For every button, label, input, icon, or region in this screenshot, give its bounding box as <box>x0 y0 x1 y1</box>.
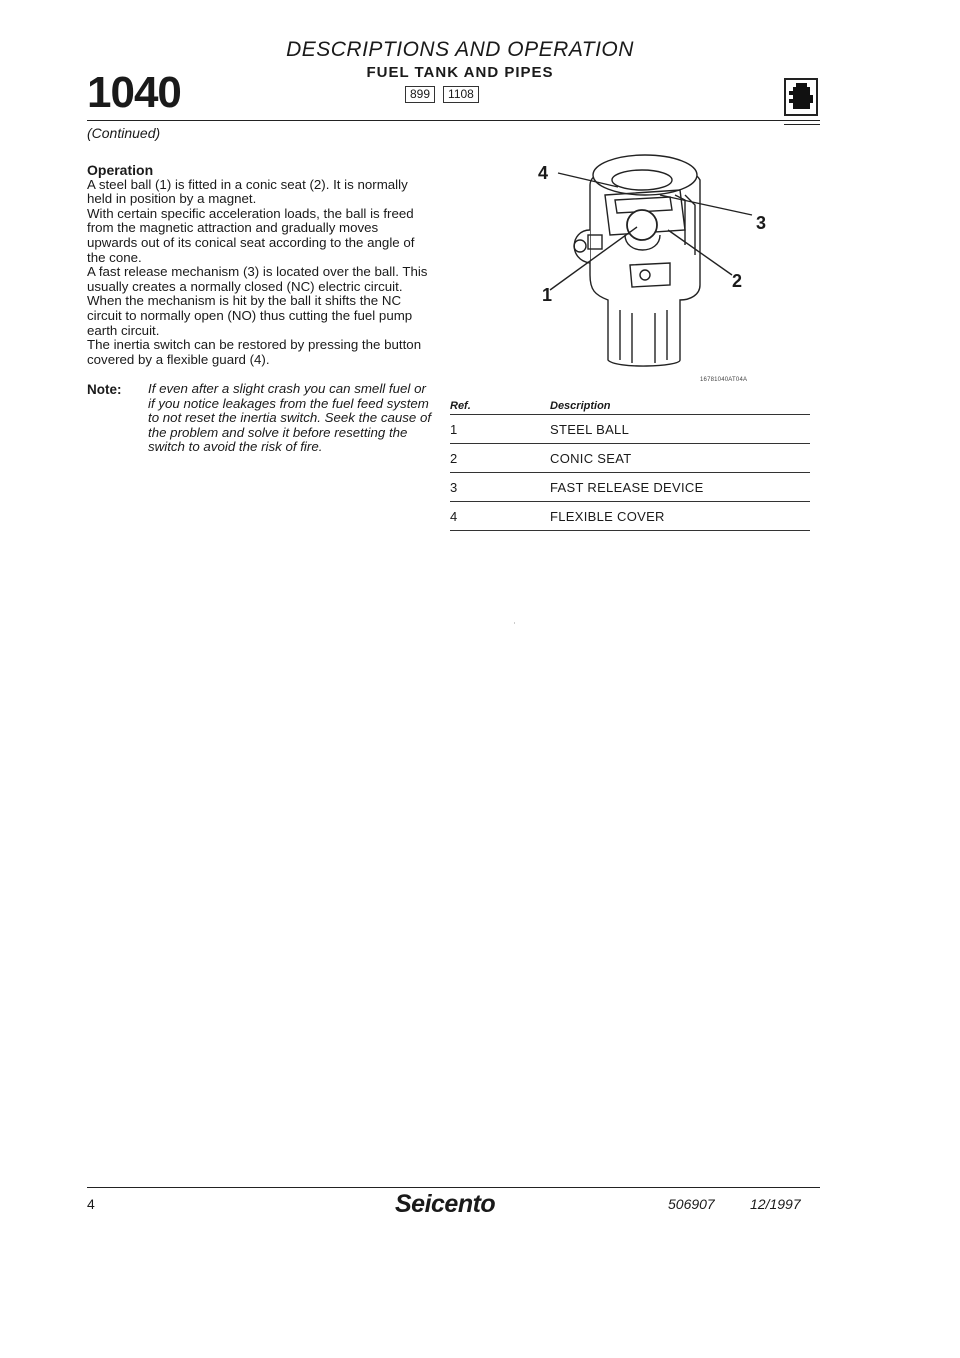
legend-table <box>450 392 810 531</box>
operation-heading: Operation <box>87 162 154 178</box>
page-title: DESCRIPTIONS AND OPERATION <box>286 38 634 61</box>
table-row <box>450 502 810 531</box>
legend-description: CONIC SEAT <box>550 450 632 466</box>
note-text: If even after a slight crash you can smell fuel or if you notice leakages from the fuel feed system to not reset the inertia switch. Seek the cause of the problem and solve it before resetting the switch to avoid the risk of fire. <box>148 381 432 455</box>
note-label: Note: <box>87 382 122 397</box>
document-number: 506907 <box>668 1196 715 1212</box>
operation-paragraph: The inertia switch can be restored by pressing the button covered by a flexible guard (4). <box>87 337 422 367</box>
page-subtitle: FUEL TANK AND PIPES <box>366 64 554 81</box>
header-rule-short <box>784 124 820 125</box>
continued-label: (Continued) <box>87 125 161 141</box>
legend-header-ref: Ref. <box>450 400 471 412</box>
callout-1: 1 <box>542 285 553 305</box>
table-row <box>450 473 810 502</box>
legend-description: FLEXIBLE COVER <box>550 508 665 524</box>
legend-ref: 4 <box>450 508 458 524</box>
legend-description: STEEL BALL <box>550 421 630 437</box>
operation-section <box>87 163 431 367</box>
operation-paragraph: With certain specific acceleration loads, the ball is freed from the magnetic attraction and gradually moves upwards out of its conical seat according to the angle of the cone. <box>87 205 415 265</box>
inertia-switch-figure <box>520 135 770 375</box>
legend-ref: 2 <box>450 450 458 466</box>
scan-speck <box>514 622 515 624</box>
page-number: 4 <box>87 1196 95 1212</box>
model-codes <box>405 86 479 103</box>
section-number: 1040 <box>87 68 181 117</box>
operation-paragraph: A fast release mechanism (3) is located over the ball. This usually creates a normally closed (NC) electric circuit. <box>87 264 428 294</box>
callout-2: 2 <box>732 271 743 291</box>
legend-header <box>450 392 810 415</box>
engine-icon <box>784 78 818 116</box>
model-code: 1108 <box>443 86 479 103</box>
operation-paragraph: A steel ball (1) is fitted in a conic seat (2). It is normally held in position by a magnet. <box>87 176 408 207</box>
table-row <box>450 444 810 473</box>
figure-code: 16781040AT04A <box>700 377 748 383</box>
table-row <box>450 415 810 444</box>
header-rule <box>87 120 820 121</box>
callout-3: 3 <box>756 213 767 233</box>
document-date: 12/1997 <box>750 1196 801 1212</box>
brand-logo: Seicento <box>395 1190 496 1218</box>
legend-description: FAST RELEASE DEVICE <box>550 479 704 495</box>
legend-ref: 3 <box>450 479 458 495</box>
model-code: 899 <box>405 86 435 103</box>
callout-4: 4 <box>538 163 549 183</box>
footer-rule <box>87 1187 820 1188</box>
operation-paragraph: When the mechanism is hit by the ball it shifts the NC circuit to normally open (NO) thus cutting the fuel pump earth circuit. <box>87 293 413 338</box>
legend-header-description: Description <box>550 400 611 412</box>
legend-ref: 1 <box>450 421 458 437</box>
